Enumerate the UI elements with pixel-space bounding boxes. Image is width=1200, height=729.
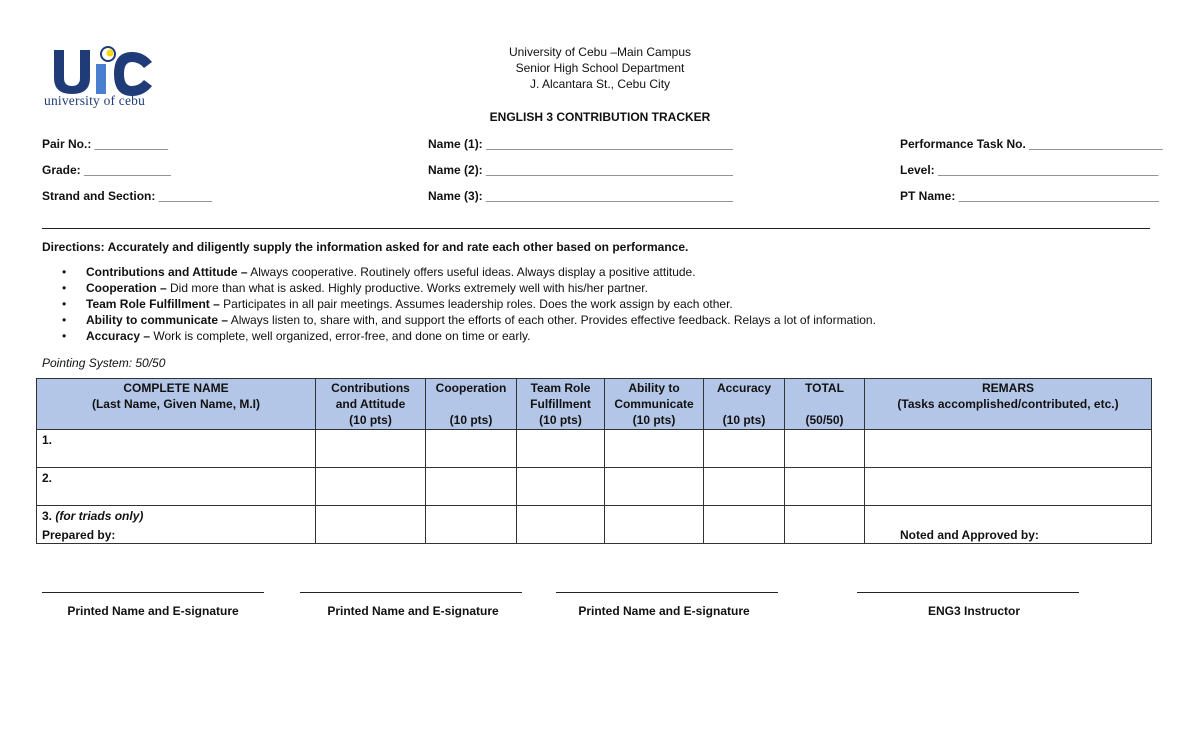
strand-section-field: Strand and Section: ________ <box>42 189 213 203</box>
bullet-icon: • <box>62 329 67 343</box>
header-complete-name: COMPLETE NAME (Last Name, Given Name, M.I) <box>37 379 316 430</box>
table-row <box>37 468 1152 506</box>
name-2-field: Name (2): _____________________________________ <box>428 163 733 177</box>
score-cell[interactable] <box>605 468 704 506</box>
document-title: ENGLISH 3 CONTRIBUTION TRACKER <box>489 110 711 124</box>
level-field: Level: _________________________________ <box>900 163 1159 177</box>
bullet-icon: • <box>62 281 67 295</box>
score-cell[interactable] <box>704 468 785 506</box>
directions-text: Directions: Accurately and diligently supply the information asked for and rate each other based on performance. <box>42 240 689 254</box>
criteria-description: Did more than what is asked. Highly productive. Works extremely well with his/her partner. <box>166 281 648 295</box>
pair-no-field: Pair No.: ___________ <box>42 137 169 151</box>
table-header-row <box>37 379 1152 430</box>
criteria-term: Cooperation – <box>86 281 167 295</box>
criteria-description: Always cooperative. Routinely offers useful ideas. Always display a positive attitude. <box>247 265 696 279</box>
header-accuracy: Accuracy (10 pts) <box>704 379 785 430</box>
performance-task-field: Performance Task No. ____________________ <box>900 137 1163 151</box>
score-cell[interactable] <box>517 506 605 544</box>
score-cell[interactable] <box>316 468 426 506</box>
score-cell[interactable] <box>517 468 605 506</box>
bullet-icon: • <box>62 297 67 311</box>
criteria-item <box>42 296 1142 312</box>
member-name-cell[interactable]: 3. (for triads only) <box>37 506 316 544</box>
grade-field: Grade: _____________ <box>42 163 171 177</box>
score-cell[interactable] <box>517 430 605 468</box>
header-remarks: REMARS (Tasks accomplished/contributed, etc.) <box>865 379 1152 430</box>
criteria-item <box>42 328 1142 344</box>
name-1-field: Name (1): _____________________________________ <box>428 137 733 151</box>
remarks-cell[interactable] <box>865 468 1152 506</box>
pointing-system: Pointing System: 50/50 <box>42 356 166 370</box>
total-cell[interactable] <box>785 468 865 506</box>
header-team-role: Team Role Fulfillment (10 pts) <box>517 379 605 430</box>
signature-line-4 <box>857 592 1079 593</box>
department-name: Senior High School Department <box>515 61 685 75</box>
score-cell[interactable] <box>426 468 517 506</box>
score-cell[interactable] <box>316 506 426 544</box>
score-cell[interactable] <box>605 430 704 468</box>
bullet-icon: • <box>62 265 67 279</box>
total-cell[interactable] <box>785 506 865 544</box>
criteria-item <box>42 312 1142 328</box>
signature-label-3: Printed Name and E-signature <box>578 604 750 618</box>
campus-name: University of Cebu –Main Campus <box>508 45 692 59</box>
signature-label-1: Printed Name and E-signature <box>67 604 239 618</box>
criteria-list <box>42 264 1142 344</box>
criteria-description: Always listen to, share with, and support the efforts of each other. Provides effective feedback. Relays a lot of information. <box>228 313 876 327</box>
criteria-term: Ability to communicate – <box>86 313 229 327</box>
total-cell[interactable] <box>785 430 865 468</box>
noted-by-label: Noted and Approved by: <box>900 528 1039 542</box>
signature-line-3 <box>556 592 778 593</box>
pt-name-field: PT Name: ______________________________ <box>900 189 1159 203</box>
campus-address: J. Alcantara St., Cebu City <box>529 77 671 91</box>
section-divider <box>42 228 1150 229</box>
signature-line-2 <box>300 592 522 593</box>
prepared-by-label: Prepared by: <box>42 528 116 542</box>
signature-label-4: ENG3 Instructor <box>927 604 1020 618</box>
criteria-term: Team Role Fulfillment – <box>86 297 220 311</box>
header-contributions: Contributions and Attitude (10 pts) <box>316 379 426 430</box>
score-cell[interactable] <box>316 430 426 468</box>
contribution-table <box>36 378 1152 544</box>
criteria-item <box>42 264 1142 280</box>
triads-note: (for triads only) <box>55 509 144 523</box>
header-cooperation: Cooperation (10 pts) <box>426 379 517 430</box>
score-cell[interactable] <box>426 430 517 468</box>
criteria-term: Contributions and Attitude – <box>86 265 248 279</box>
score-cell[interactable] <box>605 506 704 544</box>
criteria-description: Work is complete, well organized, error-free, and done on time or early. <box>150 329 531 343</box>
criteria-term: Accuracy – <box>86 329 151 343</box>
member-name-cell[interactable]: 2. <box>37 468 316 506</box>
criteria-item <box>42 280 1142 296</box>
score-cell[interactable] <box>426 506 517 544</box>
logo-subtitle: university of cebu <box>44 93 146 108</box>
signature-label-2: Printed Name and E-signature <box>327 604 499 618</box>
header-total: TOTAL (50/50) <box>785 379 865 430</box>
header-ability: Ability to Communicate (10 pts) <box>605 379 704 430</box>
criteria-description: Participates in all pair meetings. Assumes leadership roles. Does the work assign by each other. <box>219 297 733 311</box>
member-name-cell[interactable]: 1. <box>37 430 316 468</box>
signature-line-1 <box>42 592 264 593</box>
bullet-icon: • <box>62 313 67 327</box>
score-cell[interactable] <box>704 430 785 468</box>
remarks-cell[interactable] <box>865 430 1152 468</box>
table-row <box>37 430 1152 468</box>
score-cell[interactable] <box>704 506 785 544</box>
name-3-field: Name (3): _____________________________________ <box>428 189 733 203</box>
